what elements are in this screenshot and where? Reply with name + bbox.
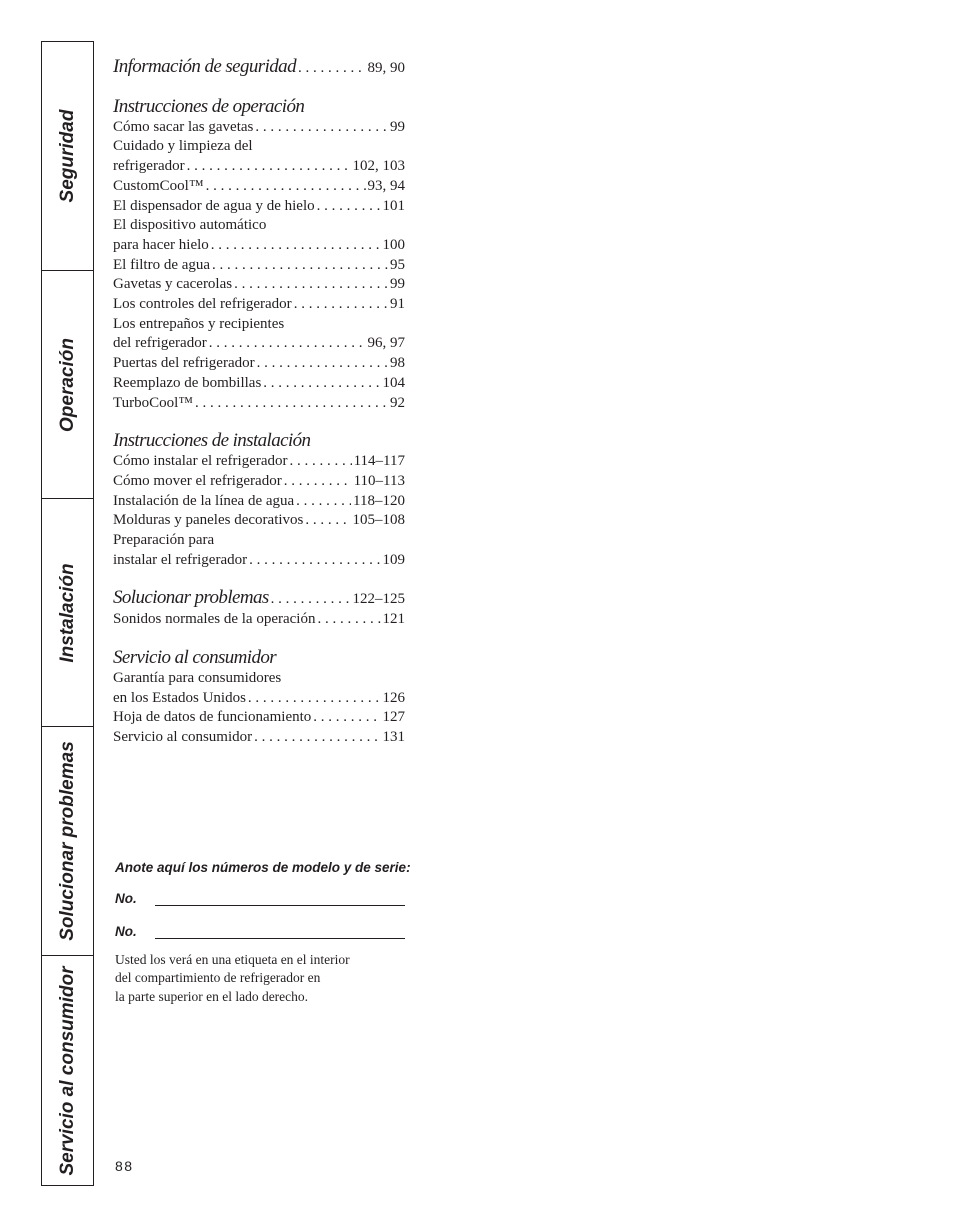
toc-entry[interactable]: Cómo mover el refrigerador . . . 110–113	[113, 472, 405, 492]
serial-number-line[interactable]	[155, 938, 405, 939]
tab-solucionar-problemas[interactable]	[42, 727, 93, 956]
toc-entry[interactable]: Hoja de datos de funcionamiento . . . 127	[113, 708, 405, 728]
toc-entry[interactable]: instalar el refrigerador . . . 109	[113, 551, 405, 571]
serial-number-label: No.	[115, 924, 137, 939]
toc-entry[interactable]: El filtro de agua . . . 95	[113, 256, 405, 276]
toc-entry[interactable]: Servicio al consumidor . . . 131	[113, 728, 405, 748]
toc-entry[interactable]	[113, 56, 405, 79]
toc-section-problemas	[113, 587, 405, 629]
toc-heading: Instrucciones de instalación	[113, 430, 311, 452]
toc-heading: Servicio al consumidor	[113, 646, 277, 668]
toc-entry[interactable]: Cómo instalar el refrigerador . . . 114–117	[113, 452, 405, 472]
tab-operacion[interactable]	[42, 271, 93, 499]
toc-entry[interactable]: en los Estados Unidos . . . 126	[113, 689, 405, 709]
tab-instalacion-label: Instalación	[56, 562, 78, 663]
toc-entry-line: Los entrepaños y recipientes	[113, 315, 285, 332]
tab-instalacion[interactable]	[42, 499, 93, 727]
toc-entry-line: El dispositivo automático	[113, 217, 267, 234]
tab-seguridad-label: Seguridad	[56, 109, 78, 203]
model-number-label: No.	[115, 891, 137, 906]
toc-entry[interactable]: Reemplazo de bombillas . . . 104	[113, 374, 405, 394]
model-number-field[interactable]	[115, 888, 407, 908]
toc-entry[interactable]: Instalación de la línea de agua . . . 118–120	[113, 492, 405, 512]
tab-servicio-al-consumidor-label: Servicio al consumidor	[56, 965, 78, 1176]
tab-seguridad[interactable]	[42, 42, 93, 271]
toc-entry[interactable]: refrigerador . . . 102, 103	[113, 157, 405, 177]
toc-entry[interactable]	[113, 587, 405, 610]
toc-entry[interactable]: CustomCool™ . . . 93, 94	[113, 177, 405, 197]
toc-entry[interactable]: Molduras y paneles decorativos . . . 105–108	[113, 511, 405, 531]
table-of-contents	[113, 56, 405, 765]
model-record-hint: Usted los verá en una etiqueta en el interior del compartimiento de refrigerador en la parte superior en el lado derecho.	[115, 952, 350, 1004]
page-number: 88	[115, 1158, 134, 1174]
toc-entry[interactable]: Cómo sacar las gavetas . . . 99	[113, 118, 405, 138]
toc-section-operacion	[113, 96, 405, 414]
toc-page: 122–125	[352, 591, 405, 608]
toc-entry-line: Preparación para	[113, 532, 215, 549]
toc-heading: Instrucciones de operación	[113, 95, 305, 117]
tab-solucionar-problemas-label: Solucionar problemas	[56, 741, 78, 941]
toc-entry[interactable]: TurboCool™ . . . 92	[113, 394, 405, 414]
toc-section-instalacion	[113, 430, 405, 570]
toc-entry[interactable]: del refrigerador . . . 96, 97	[113, 334, 405, 354]
toc-entry-line: Cuidado y limpieza del	[113, 138, 253, 155]
toc-entry[interactable]: Sonidos normales de la operación . . . 121	[113, 610, 405, 630]
toc-entry[interactable]: Los controles del refrigerador . . . 91	[113, 295, 405, 315]
model-number-line[interactable]	[155, 905, 405, 906]
toc-entry[interactable]: El dispensador de agua y de hielo . . . 101	[113, 197, 405, 217]
toc-heading: Solucionar problemas	[113, 587, 269, 609]
model-record-title: Anote aquí los números de modelo y de serie:	[115, 860, 411, 875]
toc-section-seguridad	[113, 56, 405, 79]
toc-entry[interactable]: para hacer hielo . . . 100	[113, 236, 405, 256]
toc-page: 89, 90	[367, 60, 405, 76]
toc-entry[interactable]: Puertas del refrigerador . . . 98	[113, 354, 405, 374]
toc-entry[interactable]: Gavetas y cacerolas . . . 99	[113, 275, 405, 295]
toc-entry-line: Garantía para consumidores	[113, 669, 282, 686]
section-tab-bar	[41, 41, 94, 1186]
serial-number-field[interactable]	[115, 921, 407, 941]
toc-section-servicio	[113, 647, 405, 748]
tab-operacion-label: Operación	[56, 337, 78, 432]
tab-servicio-al-consumidor[interactable]	[42, 956, 93, 1185]
toc-heading: Información de seguridad	[113, 56, 296, 77]
